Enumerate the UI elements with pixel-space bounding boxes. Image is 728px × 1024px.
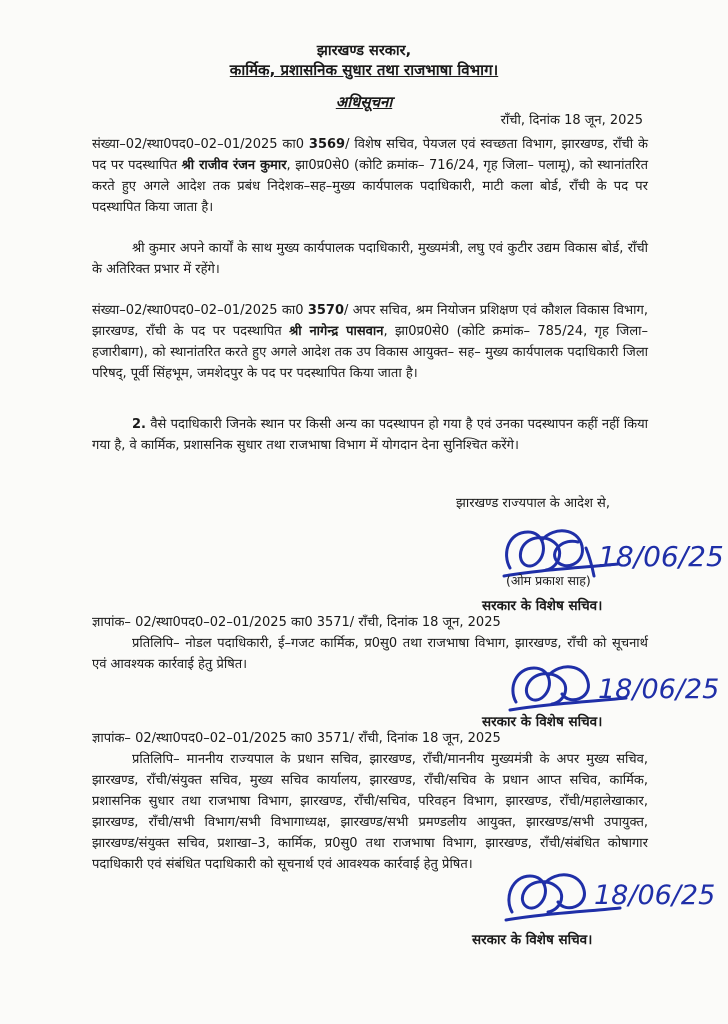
order-number: 3569 — [308, 137, 346, 152]
paragraph-number: 2. — [132, 417, 146, 432]
additional-charge-paragraph: श्री कुमार अपने कार्यों के साथ मुख्य कार्यपालक पदाधिकारी, मुख्यमंत्री, लघु एवं कुटीर उद्यम विकास बोर्ड, राँची के अतिरिक्त प्रभार में रहेंगे। — [92, 241, 648, 277]
signatory-name: (ओम प्रकाश साह) — [506, 573, 591, 588]
memo-copy-to: प्रतिलिपि– नोडल पदाधिकारी, ई–गजट कार्मिक, प्र0सु0 तथा राजभाषा विभाग, झारखण्ड, राँची को सूचनार्थ एवं आवश्यक कार्रवाई हेतु प्रेषित। — [92, 636, 648, 672]
document-title-text: अधिसूचना — [335, 93, 393, 111]
officer-name: श्री नागेन्द्र पासवान — [289, 324, 384, 339]
memo-reference: ज्ञापांक– 02/स्था0पद0–02–01/2025 का0 3571/ राँची, दिनांक 18 जून, 2025 — [92, 615, 501, 630]
memo-reference: ज्ञापांक– 02/स्था0पद0–02–01/2025 का0 3571/ राँची, दिनांक 18 जून, 2025 — [92, 731, 501, 746]
signatory-title: सरकार के विशेष सचिव। — [472, 932, 593, 948]
department-name — [0, 60, 728, 80]
issue-date: राँची, दिनांक 18 जून, 2025 — [500, 113, 643, 128]
order-text-suffix: , झा0प्र0से0 (कोटि क्रमांक– 785/24, गृह जिला– हजारीबाग), को स्थानांतरित करते हुए अगले आदेश तक उप विकास आयुक्त– सह– मुख्य कार्यपालक पदाधिकारी जिला परिषद्, पूर्वी सिंहभूम, जमशेदपुर के पद पर पदस्थापित किया जाता है। — [92, 324, 648, 381]
order-ref-prefix: संख्या–02/स्था0पद0–02–01/2025 का0 — [92, 137, 309, 152]
paragraph-text: वैसे पदाधिकारी जिनके स्थान पर किसी अन्य का पदस्थापन हो गया है एवं उनका पदस्थापन कहीं नहीं किया गया है, वे कार्मिक, प्रशासनिक सुधार तथा राजभाषा विभाग में योगदान देना सुनिश्चित करेंगे। — [92, 417, 648, 453]
handwritten-signature-2 — [506, 658, 720, 716]
signature-date: 18/06/25 — [598, 674, 720, 705]
government-name: झारखण्ड सरकार, — [316, 43, 412, 59]
order-number: 3570 — [307, 303, 345, 318]
signature-date: 18/06/25 — [598, 540, 724, 573]
officer-name: श्री राजीव रंजन कुमार — [181, 158, 287, 173]
memo-copy-to: प्रतिलिपि– माननीय राज्यपाल के प्रधान सचिव, झारखण्ड, राँची/माननीय मुख्यमंत्री के अपर मुख्य सचिव, झारखण्ड, राँची/संयुक्त सचिव, मुख्य सचिव कार्यालय, झारखण्ड, राँची/सचिव के प्रधान आप्त सचिव, कार्मिक, प्रशासनिक सुधार तथा राजभाषा विभाग, झारखण्ड, राँची/सचिव, परिवहन विभाग, झारखण्ड, राँची/महालेखाकार, झारखण्ड, राँची/सभी विभाग/सभी विभागाध्यक्ष, झारखण्ड/सभी प्रमण्डलीय आयुक्त, झारखण्ड/सभी उपायुक्त, झारखण्ड/संयुक्त सचिव, प्रशाखा–3, कार्मिक, प्र0सु0 तथा राजभाषा विभाग, झारखण्ड, राँची/संबंधित कोषागार पदाधिकारी एवं संबंधित पदाधिकारी को सूचनार्थ एवं आवश्यक कार्रवाई हेतु प्रेषित। — [92, 752, 648, 872]
order-ref-prefix: संख्या–02/स्था0पद0–02–01/2025 का0 — [92, 303, 308, 318]
department-name-text: कार्मिक, प्रशासनिक सुधार तथा राजभाषा विभाग। — [229, 61, 499, 79]
signatory-title: सरकार के विशेष सचिव। — [482, 598, 603, 614]
memo-2 — [92, 728, 648, 875]
document-title — [0, 92, 728, 112]
order-paragraph-2 — [92, 300, 648, 384]
order-text-suffix: , झा0प्र0से0 (कोटि क्रमांक– 716/24, गृह जिला– पलामू), को स्थानांतरित करते हुए अगले आदेश तक प्रबंध निदेशक–सह–मुख्य कार्यपालक पदाधिकारी, माटी कला बोर्ड, राँची के पद पर पदस्थापित किया जाता है। — [92, 158, 648, 215]
signatory-title: सरकार के विशेष सचिव। — [482, 714, 603, 730]
order-by-line: झारखण्ड राज्यपाल के आदेश से, — [456, 496, 610, 511]
order-text: / अपर सचिव, श्रम नियोजन प्रशिक्षण एवं कौशल विकास विभाग, झारखण्ड, राँची के पद पर पदस्थापित — [92, 303, 648, 339]
order-paragraph-1 — [92, 134, 648, 218]
joining-instruction-paragraph — [92, 414, 648, 456]
order-text: / विशेष सचिव, पेयजल एवं स्वच्छता विभाग, झारखण्ड, राँची के पद पर पदस्थापित — [92, 137, 648, 173]
signature-date: 18/06/25 — [594, 880, 716, 911]
handwritten-signature-3 — [500, 864, 716, 926]
